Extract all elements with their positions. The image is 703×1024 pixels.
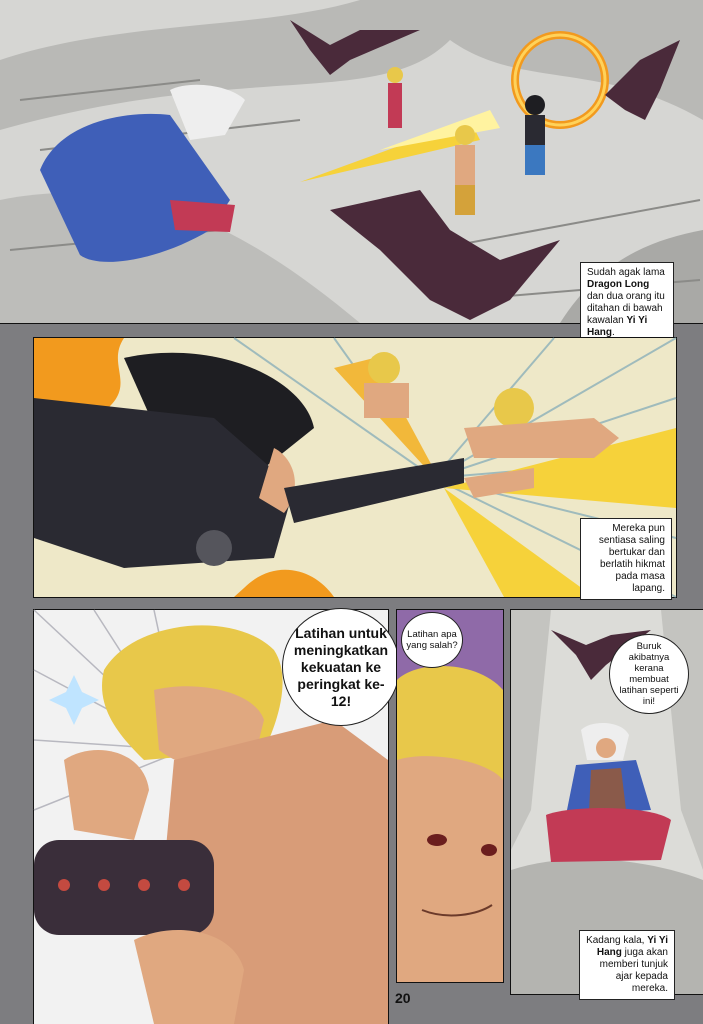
panel-2-clash	[34, 338, 676, 597]
panel-1-caption: Sudah agak lama Dragon Long dan dua orang itu ditahan di bawah kawalan Yi Yi Hang.	[580, 262, 674, 344]
panel-4-closeup	[397, 610, 503, 982]
panel-3-training	[34, 610, 388, 1024]
caption-name-yi-yi-hang: Yi Yi Hang	[596, 935, 668, 958]
caption-text: Sudah agak lama	[587, 267, 665, 278]
panel-3-speech-bubble	[282, 608, 400, 726]
panel-5-caption	[579, 930, 675, 1000]
speech-text: Buruk akibatnya kerana membuat latihan seperti ini!	[619, 641, 679, 707]
blonde-fighter	[455, 125, 475, 215]
caption-text: Mereka pun sentiasa saling bertukar dan berlatih hikmat pada masa lapang.	[598, 523, 665, 594]
dark-haired-fighter	[525, 95, 545, 175]
panel-1-cave-fight	[0, 0, 703, 338]
caption-name-dragon-long: Dragon Long	[587, 279, 650, 290]
panel-2-caption	[580, 518, 672, 600]
female-fighter	[387, 67, 403, 128]
caption-text: Kadang kala,	[586, 935, 645, 946]
caption-name-yi-yi-hang: Yi Yi Hang	[587, 315, 648, 338]
caption-text: dan dua orang itu ditahan di bawah kawalan	[587, 291, 665, 326]
fighter-face	[397, 756, 503, 982]
speech-text: Latihan apa yang salah?	[406, 629, 458, 651]
speech-text: Latihan untuk meningkatkan kekuatan ke peringkat ke-12!	[293, 624, 389, 709]
caption-text: juga akan memberi tunjuk ajar kepada mereka.	[599, 947, 668, 994]
panel-4-art	[397, 610, 503, 982]
panel-4-speech-bubble	[401, 612, 463, 668]
panel-5-master	[511, 610, 703, 994]
page-number: 20	[395, 990, 411, 1006]
panel-5-speech-bubble	[609, 634, 689, 714]
